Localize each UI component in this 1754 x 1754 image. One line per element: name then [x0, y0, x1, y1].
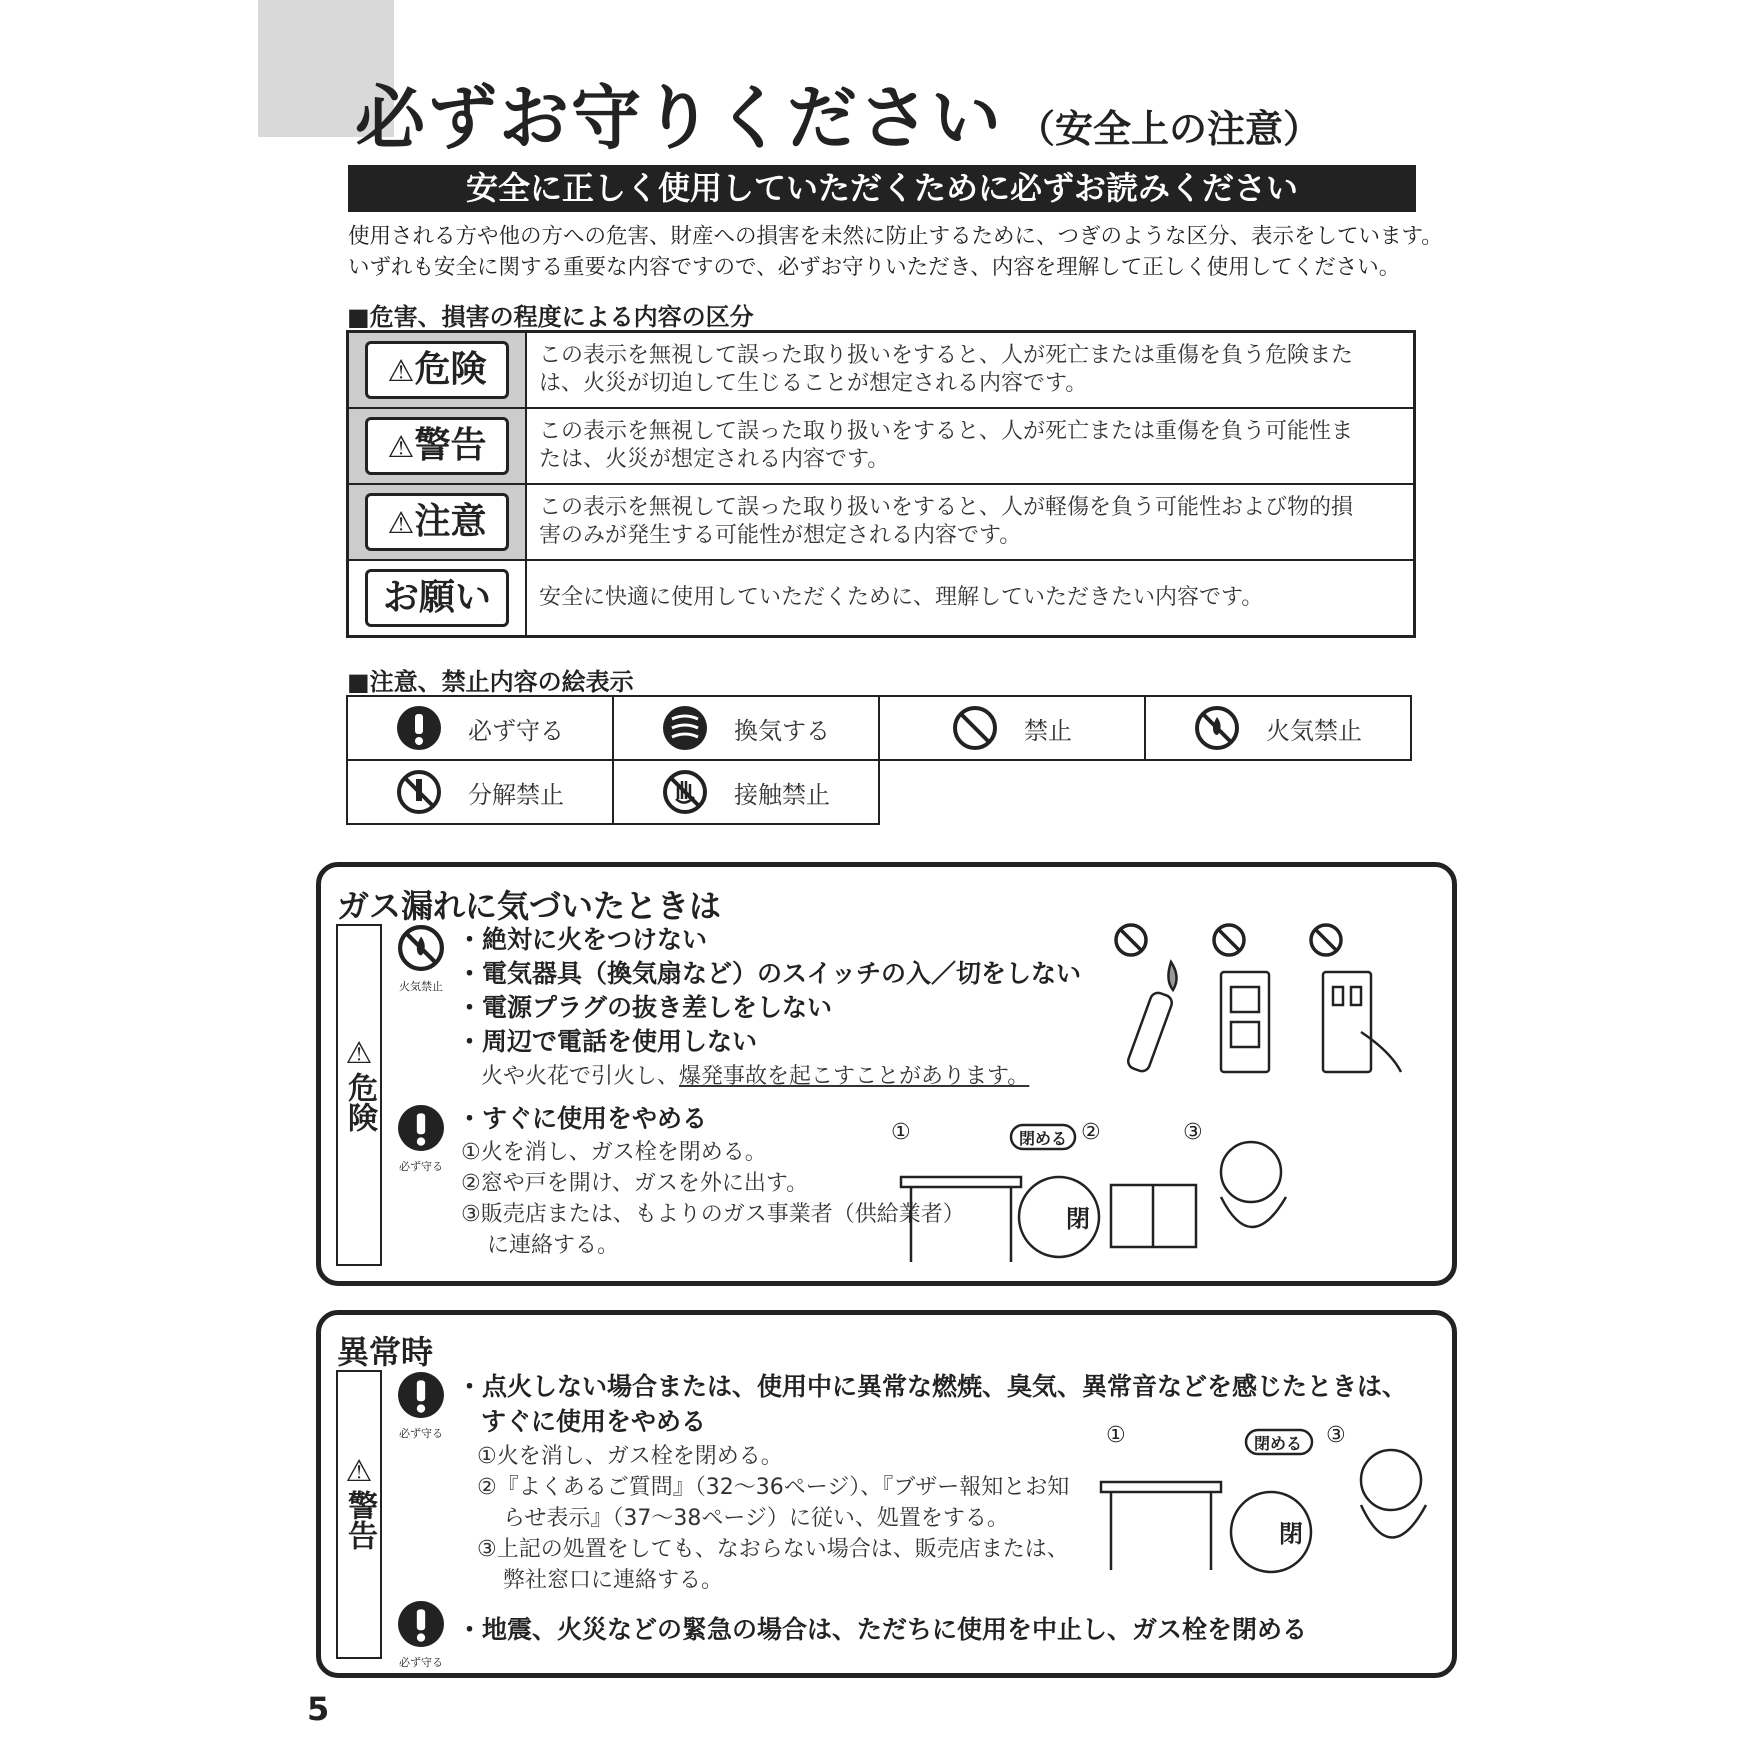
gas-action: ・すぐに使用をやめる: [457, 1104, 708, 1133]
page-title: 必ずお守りください （安全上の注意）: [355, 77, 1322, 159]
no-fire-icon: 火気禁止: [396, 924, 446, 994]
levels-heading: ■危害、損害の程度による内容の区分: [347, 303, 754, 331]
symbols-table: 必ず守る 換気する 禁止 火気禁止 分解禁止 接触禁止: [346, 695, 1412, 825]
svg-text:①: ①: [1106, 1423, 1126, 1448]
level-row: ⚠危険 この表示を無視して誤った取り扱いをすると、人が死亡または重傷を負う危険また は、火災が切迫して生じることが想定される内容です。: [348, 332, 1415, 409]
gas-step: ②窓や戸を開け、ガスを外に出す。: [461, 1171, 809, 1196]
prohibition-illustration: [1101, 922, 1441, 1087]
intro-text: 使用される方や他の方への危害、財産への損害を未然に防止するために、つぎのような区分、表示をしています。 いずれも安全に関する重要な内容ですので、必ずお守りいただき、内容を理解して正しく使用してください。: [348, 224, 1443, 280]
abnormal-step: ①火を消し、ガス栓を閉める。: [477, 1444, 783, 1469]
abnormal-bullet: すぐに使用をやめる: [481, 1407, 707, 1436]
ventilation-icon: [662, 705, 708, 751]
gas-leak-title: ガス漏れに気づいたときは: [337, 887, 722, 925]
svg-text:閉: 閉: [1279, 1520, 1303, 1548]
level-badge: ⚠警告: [365, 417, 509, 475]
abnormal-step: ③上記の処置をしても、なおらない場合は、販売店または、: [477, 1537, 1069, 1562]
gas-bullet: ・電源プラグの抜き差しをしない: [457, 993, 833, 1022]
prohibited-icon: [952, 705, 998, 751]
steps-illustration: [891, 1117, 1451, 1267]
svg-text:閉める: 閉める: [1254, 1434, 1303, 1453]
svg-text:③: ③: [1326, 1423, 1346, 1448]
abnormal-bullet-emergency: ・地震、火災などの緊急の場合は、ただちに使用を中止し、ガス栓を閉める: [457, 1615, 1308, 1644]
no-touch-icon: [662, 769, 708, 815]
level-row: ⚠注意 この表示を無視して誤った取り扱いをすると、人が軽傷を負う可能性および物的損 害のみが発生する可能性が想定される内容です。: [348, 484, 1415, 560]
banner: 安全に正しく使用していただくために必ずお読みください: [348, 165, 1416, 212]
gas-bullet: ・周辺で電話を使用しない: [457, 1027, 758, 1056]
exclamation-icon: 必ず守る: [396, 1371, 446, 1441]
abnormal-step: 弊社窓口に連絡する。: [503, 1568, 724, 1593]
abnormal-step: ②『よくあるご質問』（32〜36ページ）、『ブザー報知とお知: [477, 1475, 1070, 1500]
abnormal-box: [316, 1310, 1457, 1678]
exclamation-icon: 必ず守る: [396, 1600, 446, 1670]
page-number: 5: [307, 1690, 330, 1728]
abnormal-title: 異常時: [337, 1333, 434, 1371]
abnormal-bullet: ・点火しない場合または、使用中に異常な燃焼、臭気、異常音などを感じたときは、: [457, 1372, 1408, 1401]
svg-text:閉: 閉: [1066, 1205, 1090, 1233]
exclamation-icon: [396, 705, 442, 751]
gas-bullet: ・絶対に火をつけない: [457, 925, 708, 954]
danger-side-label: ⚠ 危険: [336, 924, 382, 1266]
no-fire-icon: [1194, 705, 1240, 751]
warning-side-label: ⚠ 警告: [336, 1370, 382, 1659]
no-disassembly-icon: [396, 769, 442, 815]
step-number: ②: [1081, 1120, 1101, 1145]
page-subtitle: （安全上の注意）: [1017, 107, 1322, 151]
warning-triangle-icon: ⚠: [345, 1036, 373, 1071]
warning-triangle-icon: ⚠: [387, 506, 415, 541]
abnormal-step: らせ表示』（37〜38ページ）に従い、処置をする。: [503, 1506, 1009, 1531]
step-number: ①: [891, 1120, 911, 1145]
symbols-heading: ■注意、禁止内容の絵表示: [347, 668, 634, 696]
gas-bullet: ・電気器具（換気扇など）のスイッチの入／切をしない: [457, 959, 1082, 988]
gas-step: ③販売店または、もよりのガス事業者（供給業者）: [461, 1202, 965, 1227]
level-badge: ⚠危険: [365, 341, 509, 399]
exclamation-icon: 必ず守る: [396, 1104, 446, 1174]
svg-text:閉める: 閉める: [1019, 1129, 1068, 1148]
warning-triangle-icon: ⚠: [387, 430, 415, 465]
level-badge: お願い: [365, 569, 509, 627]
level-row: ⚠警告 この表示を無視して誤った取り扱いをすると、人が死亡または重傷を負う可能性ま たは、火災が想定される内容です。: [348, 408, 1415, 484]
warning-triangle-icon: ⚠: [345, 1454, 373, 1489]
level-badge: ⚠注意: [365, 493, 509, 551]
step-number: ③: [1183, 1120, 1203, 1145]
warning-triangle-icon: ⚠: [387, 354, 415, 389]
gas-step: ①火を消し、ガス栓を閉める。: [461, 1140, 767, 1165]
gas-leak-box: [316, 862, 1457, 1286]
levels-table: [346, 330, 1416, 638]
level-row: お願い 安全に快適に使用していただくために、理解していただきたい内容です。: [348, 560, 1415, 637]
abnormal-steps-illustration: [1091, 1420, 1441, 1580]
gas-note: 火や火花で引火し、爆発事故を起こすことがあります。: [481, 1064, 1030, 1089]
gas-step: に連絡する。: [487, 1233, 620, 1258]
